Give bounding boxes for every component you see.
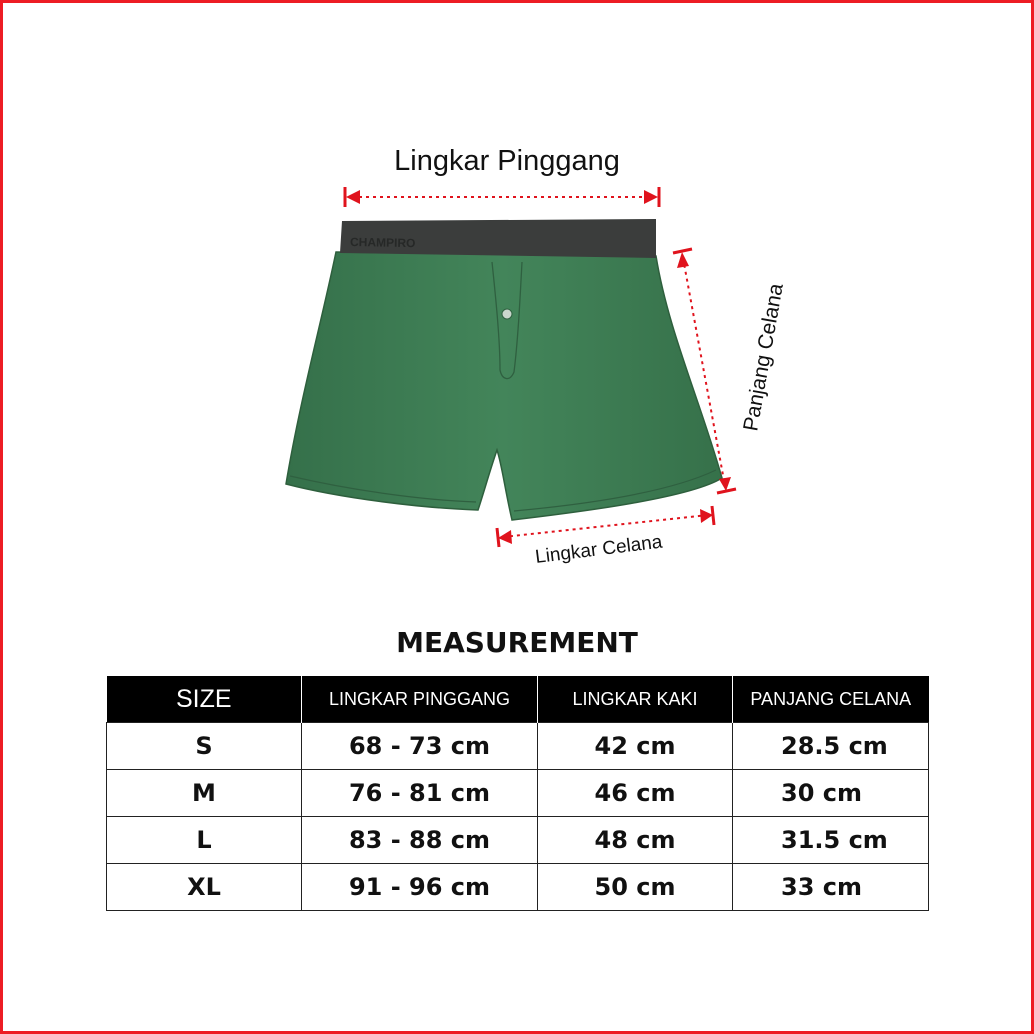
- measurement-heading: MEASUREMENT: [396, 626, 638, 659]
- table-row: [107, 770, 929, 817]
- cell-waist: 76 - 81 cm: [302, 770, 538, 817]
- size-table: [106, 676, 929, 911]
- cell-leg: 42 cm: [538, 723, 733, 770]
- cell-leg: 48 cm: [538, 817, 733, 864]
- waist-arrow: [345, 187, 659, 207]
- cell-length: 31.5 cm: [733, 817, 929, 864]
- header-waist: LINGKAR PINGGANG: [302, 676, 538, 723]
- header-size: SIZE: [107, 676, 302, 723]
- cell-size: M: [107, 770, 302, 817]
- cell-length: 30 cm: [733, 770, 929, 817]
- button-icon: [502, 309, 512, 319]
- shorts-body: [286, 252, 722, 520]
- brand-text: CHAMPIRO: [349, 235, 416, 251]
- length-label: Panjang Celana: [739, 281, 788, 433]
- table-row: [107, 864, 929, 911]
- table-header-row: [107, 676, 929, 723]
- cell-waist: 83 - 88 cm: [302, 817, 538, 864]
- cell-leg: 46 cm: [538, 770, 733, 817]
- cell-length: 33 cm: [733, 864, 929, 911]
- table-row: [107, 723, 929, 770]
- cell-size: XL: [107, 864, 302, 911]
- cell-size: L: [107, 817, 302, 864]
- cell-size: S: [107, 723, 302, 770]
- cell-length: 28.5 cm: [733, 723, 929, 770]
- leg-label: Lingkar Celana: [534, 531, 664, 568]
- cell-waist: 91 - 96 cm: [302, 864, 538, 911]
- table-row: [107, 817, 929, 864]
- waist-label: Lingkar Pinggang: [394, 145, 620, 177]
- cell-leg: 50 cm: [538, 864, 733, 911]
- header-leg: LINGKAR KAKI: [538, 676, 733, 723]
- cell-waist: 68 - 73 cm: [302, 723, 538, 770]
- header-length: PANJANG CELANA: [733, 676, 929, 723]
